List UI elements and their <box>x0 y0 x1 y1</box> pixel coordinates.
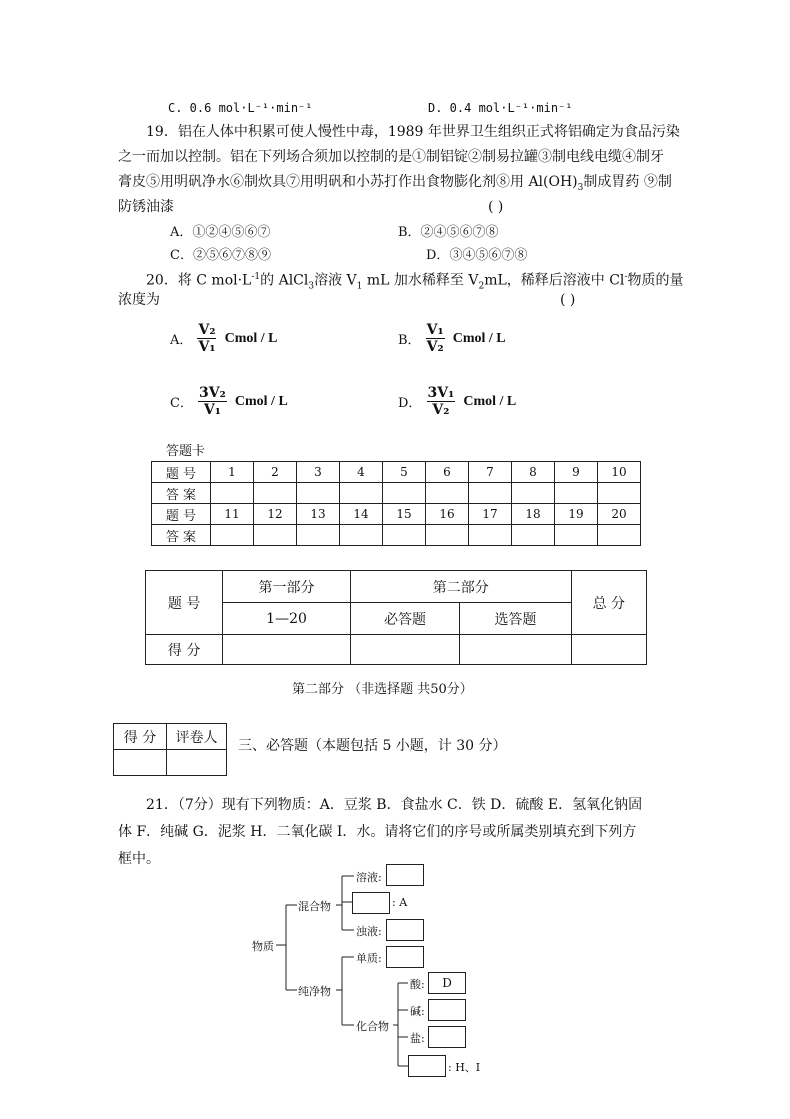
q19-line1: 19．铝在人体中积累可使人慢性中毒，1989 年世界卫生组织正式将铝确定为食品污染 <box>146 124 680 140</box>
score-table-optional: 选答题 <box>460 603 571 635</box>
diagram-acid-box[interactable]: D <box>428 972 466 994</box>
q20-answer-paren: ( ) <box>560 292 576 308</box>
q20-l1-sub: 3 <box>308 281 315 292</box>
q19-line3-b: 制成胃药 ⑨制 <box>583 174 672 190</box>
q20-l1-e: mL，稀释后溶液中 Cl <box>484 272 625 289</box>
answer-card-ans-label: 答 案 <box>152 483 211 504</box>
q20-l1-f: 物质的量 <box>627 272 684 289</box>
diagram-suspension-label: 浊液: <box>356 925 382 938</box>
grader-score-label: 得 分 <box>114 724 167 750</box>
diagram-colloid-box[interactable] <box>352 892 390 914</box>
q19-answer-paren: ( ) <box>488 199 504 215</box>
answer-card-ans-label: 答 案 <box>152 525 211 546</box>
diagram-acid-label: 酸: <box>410 978 425 991</box>
answer-card-num-3: 3 <box>297 462 340 483</box>
answer-card-num-15: 15 <box>383 504 426 525</box>
answer-card-num-19: 19 <box>555 504 598 525</box>
q19-option-a: A．①②④⑤⑥⑦ <box>170 225 271 240</box>
answer-card-num-17: 17 <box>469 504 512 525</box>
score-table-range: 1—20 <box>223 603 351 635</box>
q20-option-d-label: D． <box>398 396 422 411</box>
diagram-oxide-suffix: : H、I <box>448 1061 481 1074</box>
answer-card-num-18: 18 <box>512 504 555 525</box>
score-table-score-label: 得 分 <box>146 635 223 665</box>
diagram-colloid-suffix: : A <box>392 896 408 909</box>
diagram-mixture: 混合物 <box>298 900 331 913</box>
answer-card-num-16: 16 <box>426 504 469 525</box>
diagram-pure: 纯净物 <box>298 985 331 998</box>
q21-line2: 体 F．纯碱 G．泥浆 H．二氧化碳 I．水。请将它们的序号或所属类别填充到下列方 <box>118 824 637 840</box>
q20-option-b-unit: Cmol / L <box>452 330 506 346</box>
score-table-part1: 第一部分 <box>223 571 351 603</box>
q20-option-c-label: C． <box>170 396 193 411</box>
q20-option-a-label: A． <box>170 333 193 348</box>
score-table-part2: 第二部分 <box>350 571 571 603</box>
answer-card-num-20: 20 <box>598 504 641 525</box>
answer-card-num-11: 11 <box>211 504 254 525</box>
diagram-salt-box[interactable] <box>428 1026 466 1048</box>
answer-card-num-5: 5 <box>383 462 426 483</box>
q18-option-c: C. 0.6 mol·L⁻¹·min⁻¹ <box>168 101 313 115</box>
answer-card-num-2: 2 <box>254 462 297 483</box>
q20-option-b-label: B． <box>398 333 421 348</box>
diagram-salt-label: 盐: <box>410 1032 425 1045</box>
score-table-required: 必答题 <box>350 603 459 635</box>
answer-card-title: 答题卡 <box>166 444 206 459</box>
q19-line2: 之一而加以控制。铝在下列场合须加以控制的是①制铝锭②制易拉罐③制电线电缆④制牙 <box>118 149 664 165</box>
part2-title: 第二部分 （非选择题 共50分） <box>292 682 473 697</box>
q20-option-b-den: V₂ <box>426 339 444 355</box>
answer-card-num-6: 6 <box>426 462 469 483</box>
score-table-total: 总 分 <box>571 571 646 635</box>
q20-option-d-unit: Cmol / L <box>463 393 517 409</box>
q20-option-b-num: V₁ <box>426 322 444 338</box>
q18-option-d: D. 0.4 mol·L⁻¹·min⁻¹ <box>428 101 573 115</box>
q20-option-a-unit: Cmol / L <box>224 330 278 346</box>
diagram-suspension-box[interactable] <box>386 919 424 941</box>
q20-line2: 浓度为 <box>118 292 160 308</box>
diagram-element-label: 单质: <box>356 952 382 965</box>
diagram-base-box[interactable] <box>428 999 466 1021</box>
answer-card-num-4: 4 <box>340 462 383 483</box>
q20-l1-v1: 1 <box>356 281 363 292</box>
q19-line3-sub: 3 <box>577 182 584 193</box>
section3-heading: 三、必答题（本题包括 5 小题，计 30 分） <box>238 738 507 754</box>
q20-l1-v2: 2 <box>478 281 485 292</box>
diagram-element-box[interactable] <box>386 946 424 968</box>
diagram-oxide-box[interactable] <box>408 1055 446 1077</box>
q19-option-d: D．③④⑤⑥⑦⑧ <box>426 248 528 263</box>
q20-option-c-unit: Cmol / L <box>234 393 288 409</box>
diagram-compound: 化合物 <box>356 1020 389 1033</box>
q19-option-c: C．②⑤⑥⑦⑧⑨ <box>170 248 271 263</box>
answer-card-num-10: 10 <box>598 462 641 483</box>
q20-option-a-num: V₂ <box>198 322 216 338</box>
answer-card-num-label: 题 号 <box>152 462 211 483</box>
answer-card-num-13: 13 <box>297 504 340 525</box>
q20-option-d-den: V₂ <box>432 402 450 418</box>
q20-l1-c: 溶液 V <box>314 272 357 289</box>
answer-card-num-9: 9 <box>555 462 598 483</box>
q20-option-a-den: V₁ <box>198 339 216 355</box>
answer-card-num-12: 12 <box>254 504 297 525</box>
grader-label: 评卷人 <box>167 724 227 750</box>
q20-l1-sup2: - <box>624 272 628 282</box>
q19-line4: 防锈油漆 <box>118 199 174 215</box>
diagram-solution-box[interactable] <box>386 864 424 886</box>
answer-card-num-7: 7 <box>469 462 512 483</box>
q20-l1-b: 的 AlCl <box>260 272 309 289</box>
q20-l1-d: mL 加水稀释至 V <box>362 272 479 289</box>
q21-line3: 框中。 <box>118 851 160 867</box>
answer-card-num-8: 8 <box>512 462 555 483</box>
q21-line1: 21．（7分）现有下列物质：A．豆浆 B．食盐水 C．铁 D．硫酸 E．氢氧化钠固 <box>146 797 643 813</box>
q19-line3-a: 膏皮⑤用明矾净水⑥制炊具⑦用明矾和小苏打作出食物膨化剂⑧用 Al(OH) <box>118 174 578 190</box>
answer-card-num-14: 14 <box>340 504 383 525</box>
diagram-solution-label: 溶液: <box>356 871 382 884</box>
answer-card-num-label: 题 号 <box>152 504 211 525</box>
diagram-root: 物质 <box>252 940 274 953</box>
q20-l1-a: 20．将 C mol·L <box>146 272 252 289</box>
q20-option-c-den: V₁ <box>203 402 221 418</box>
diagram-base-label: 碱: <box>410 1005 425 1018</box>
q19-option-b: B．②④⑤⑥⑦⑧ <box>398 225 499 240</box>
q20-option-d-num: 3V₁ <box>427 385 455 401</box>
q20-option-c-num: 3V₂ <box>199 385 226 401</box>
score-table-col-label: 题 号 <box>146 571 223 635</box>
q20-l1-sup: -1 <box>251 272 261 282</box>
answer-card-num-1: 1 <box>211 462 254 483</box>
